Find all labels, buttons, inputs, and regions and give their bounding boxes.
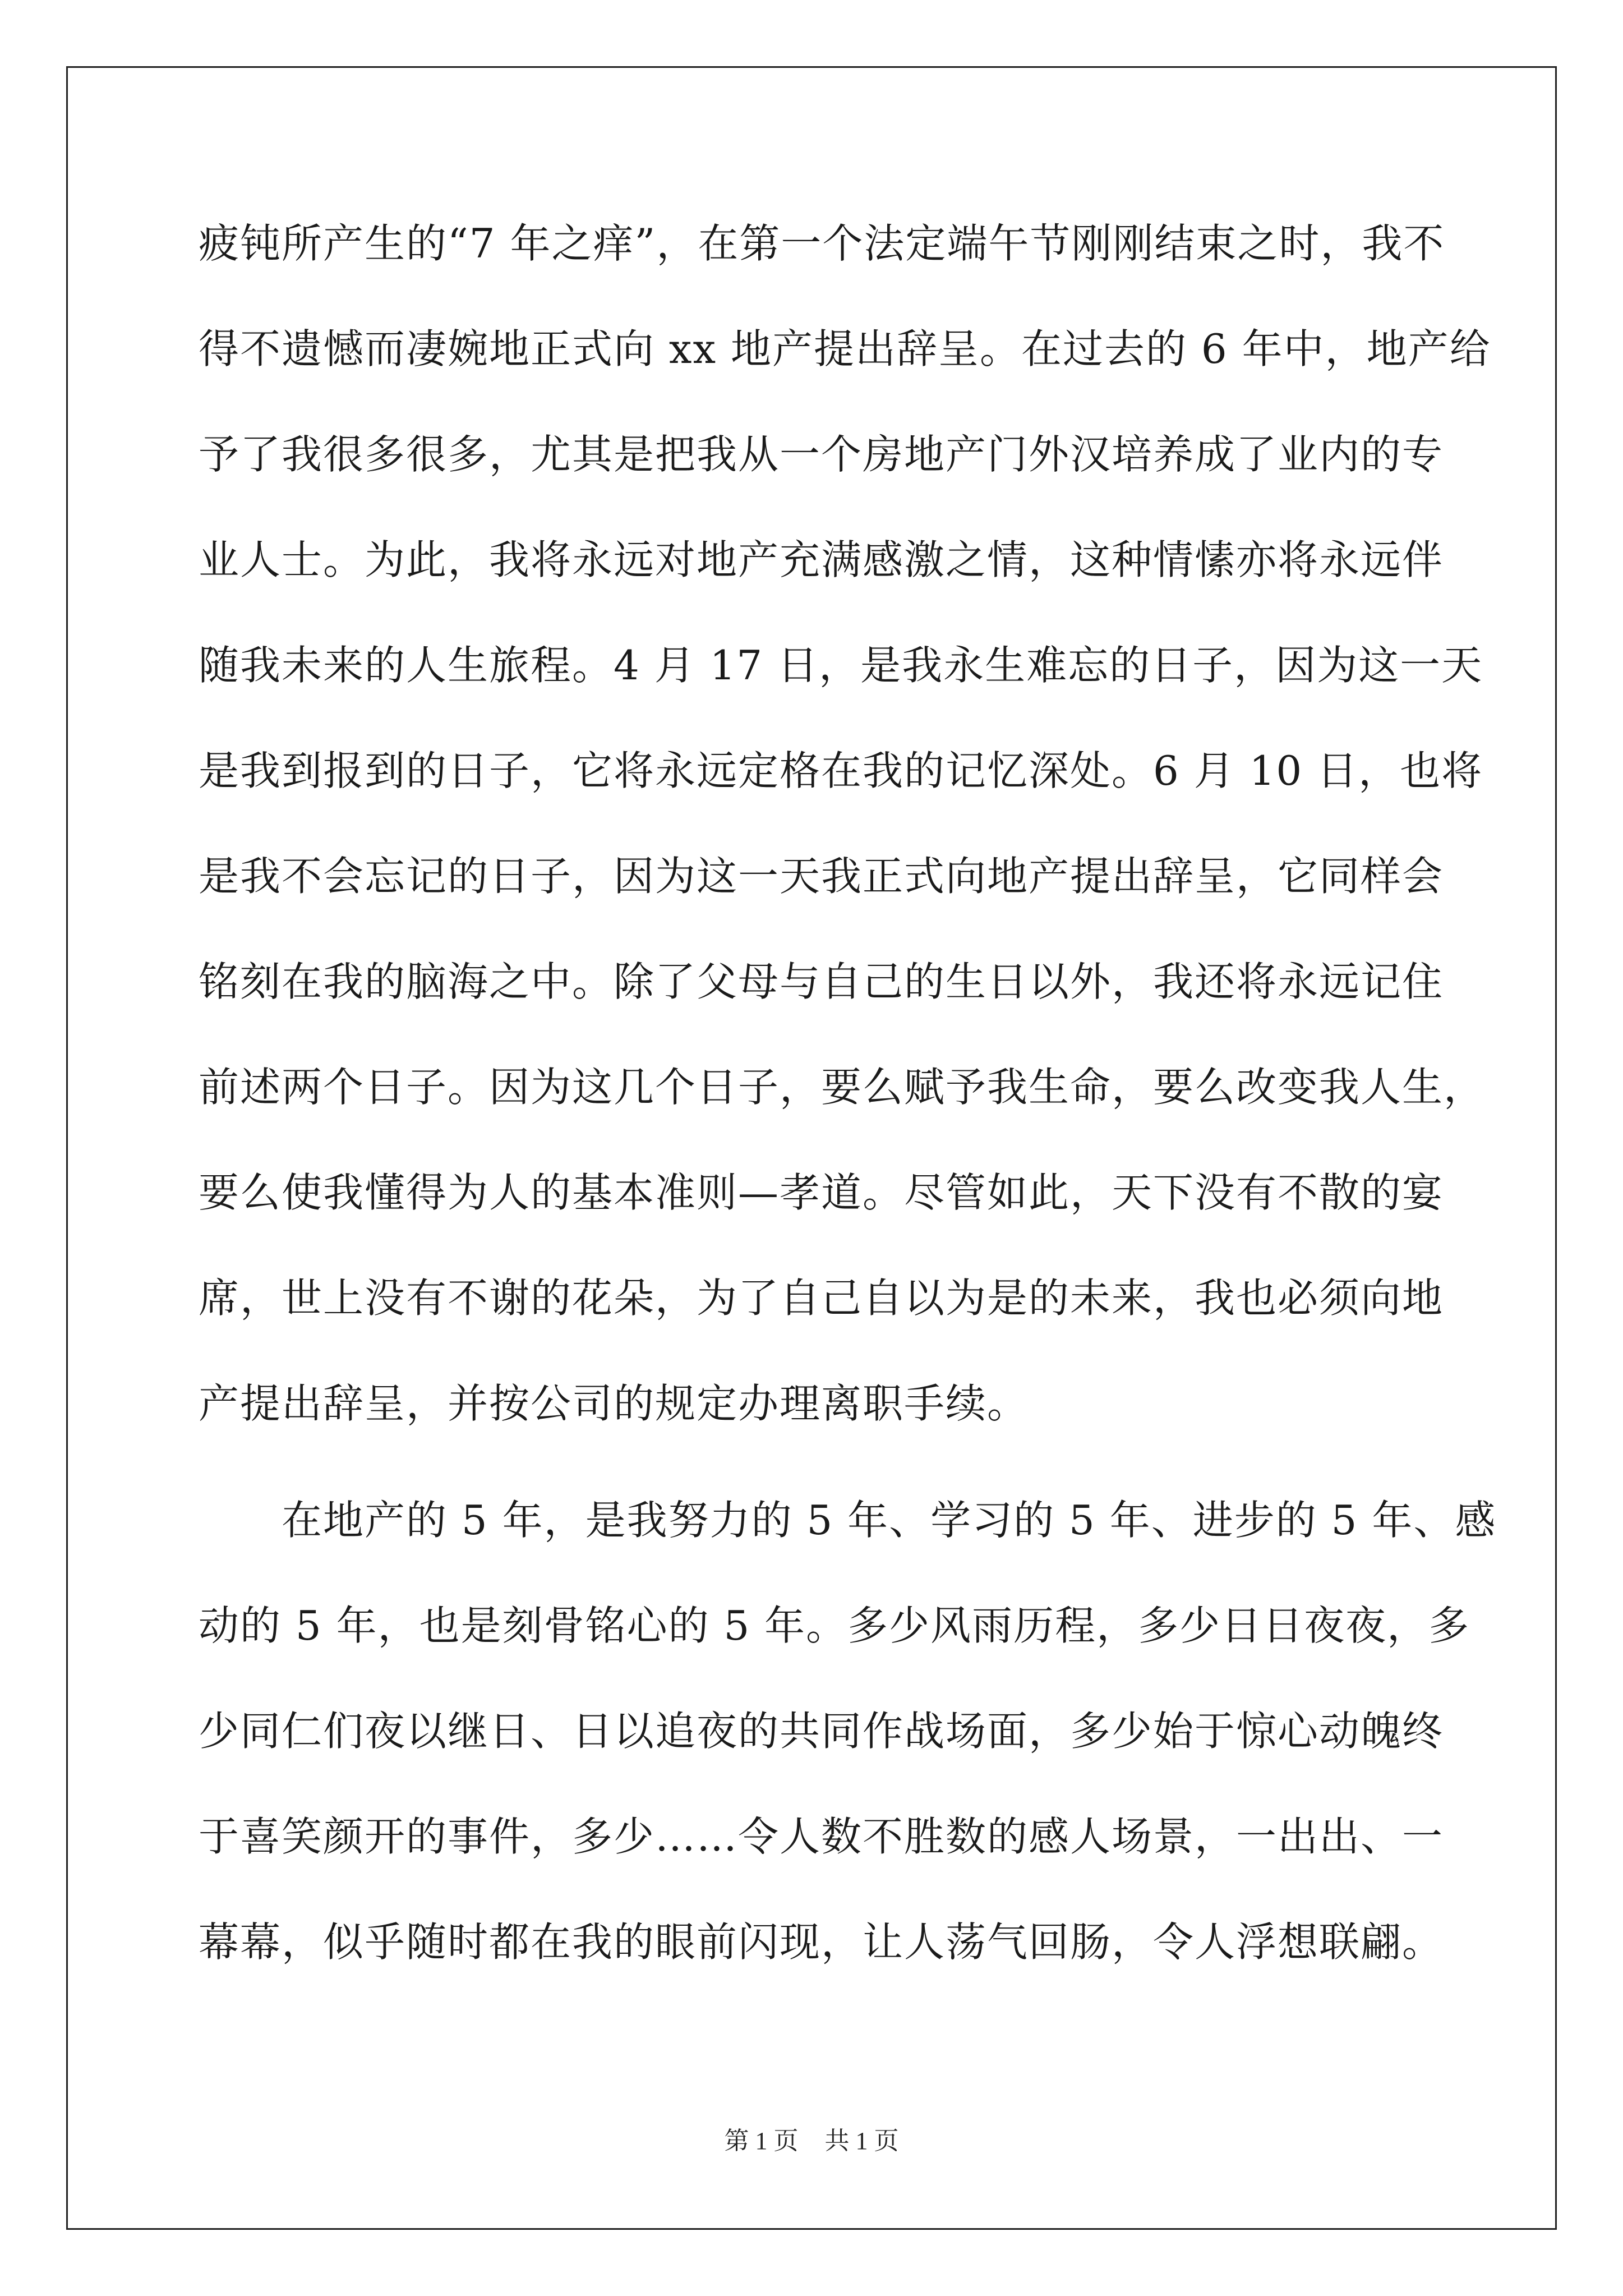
text-line: 前述两个日子。因为这几个日子，要么赋予我生命，要么改变我人生， <box>199 1064 1486 1111</box>
text-line: 是我到报到的日子，它将永远定格在我的记忆深处。6 月 10 日，也将 <box>199 747 1483 794</box>
paragraph-gap <box>199 1456 1424 1467</box>
page-footer <box>0 2120 1623 2156</box>
text-line: 在地产的 5 年，是我努力的 5 年、学习的 5 年、进步的 5 年、感 <box>199 1497 1497 1544</box>
text-line: 得不遗憾而凄婉地正式向 xx 地产提出辞呈。在过去的 6 年中，地产给 <box>199 325 1491 372</box>
text-line: 随我未来的人生旅程。4 月 17 日，是我永生难忘的日子，因为这一天 <box>199 642 1483 689</box>
text-line: 要么使我懂得为人的基本准则—孝道。尽管如此，天下没有不散的宴 <box>199 1169 1444 1216</box>
page-number: 第 1 页 <box>724 2127 799 2155</box>
text-line: 席，世上没有不谢的花朵，为了自己自以为是的未来，我也必须向地 <box>199 1274 1444 1322</box>
text-line: 于喜笑颜开的事件，多少……令人数不胜数的感人场景，一出出、一 <box>199 1813 1444 1860</box>
text-line: 幕幕，似乎随时都在我的眼前闪现，让人荡气回肠，令人浮想联翩。 <box>199 1918 1444 1966</box>
text-line: 予了我很多很多，尤其是把我从一个房地产门外汉培养成了业内的专 <box>199 431 1444 478</box>
text-line: 疲钝所产生的“7 年之痒”，在第一个法定端午节刚刚结束之时，我不 <box>199 220 1445 267</box>
text-line: 业人士。为此，我将永远对地产充满感激之情，这种情愫亦将永远伴 <box>199 536 1444 583</box>
page-total: 共 1 页 <box>824 2127 899 2155</box>
text-line: 铭刻在我的脑海之中。除了父母与自己的生日以外，我还将永远记住 <box>199 958 1444 1005</box>
text-line: 少同仁们夜以继日、日以追夜的共同作战场面，多少始于惊心动魄终 <box>199 1708 1444 1755</box>
text-line: 是我不会忘记的日子，因为这一天我正式向地产提出辞呈，它同样会 <box>199 853 1444 900</box>
text-line: 产提出辞呈，并按公司的规定办理离职手续。 <box>199 1380 1029 1427</box>
document-body <box>199 191 1497 1995</box>
text-line: 动的 5 年，也是刻骨铭心的 5 年。多少风雨历程，多少日日夜夜，多 <box>199 1602 1470 1649</box>
